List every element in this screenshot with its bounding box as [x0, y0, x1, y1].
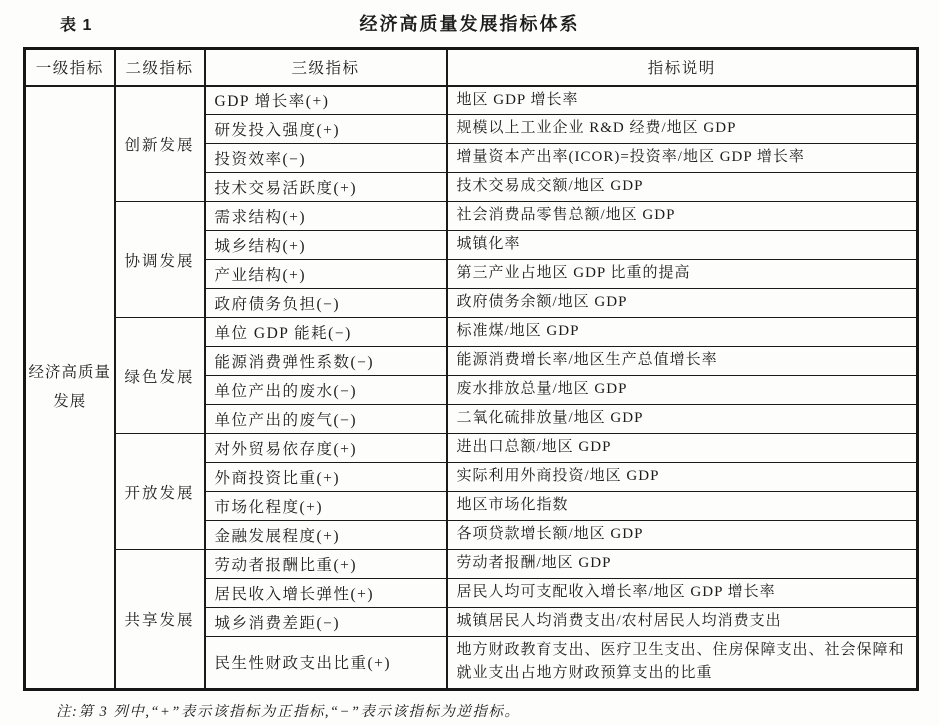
- header-cell-description: 指标说明: [447, 49, 918, 86]
- description-cell: 城镇居民人均消费支出/农村居民人均消费支出: [447, 608, 918, 637]
- table-label: 表 1: [60, 17, 93, 34]
- description-cell: 城镇化率: [447, 231, 918, 260]
- header-cell-level1: 一级指标: [25, 49, 115, 86]
- description-cell: 技术交易成交额/地区 GDP: [447, 173, 918, 202]
- indicator-cell: 单位产出的废气(−): [205, 405, 447, 434]
- description-cell: 增量资本产出率(ICOR)=投资率/地区 GDP 增长率: [447, 144, 918, 173]
- description-cell: 进出口总额/地区 GDP: [447, 434, 918, 463]
- description-cell: 各项贷款增长额/地区 GDP: [447, 521, 918, 550]
- indicator-cell: 技术交易活跃度(+): [205, 173, 447, 202]
- indicator-cell: 单位 GDP 能耗(−): [205, 318, 447, 347]
- level2-cell: 绿色发展: [115, 318, 205, 434]
- description-cell: 劳动者报酬/地区 GDP: [447, 550, 918, 579]
- indicator-cell: GDP 增长率(+): [205, 86, 447, 115]
- table-title: 经济高质量发展指标体系: [359, 14, 580, 34]
- table-row: [25, 550, 918, 579]
- table-row: [25, 202, 918, 231]
- indicator-cell: 研发投入强度(+): [205, 115, 447, 144]
- table-caption-row: [0, 0, 939, 39]
- level2-cell: 协调发展: [115, 202, 205, 318]
- indicator-cell: 市场化程度(+): [205, 492, 447, 521]
- indicator-cell: 对外贸易依存度(+): [205, 434, 447, 463]
- description-cell: 规模以上工业企业 R&D 经费/地区 GDP: [447, 115, 918, 144]
- table-row: [25, 318, 918, 347]
- description-cell: 社会消费品零售总额/地区 GDP: [447, 202, 918, 231]
- description-cell: 废水排放总量/地区 GDP: [447, 376, 918, 405]
- indicator-cell: 金融发展程度(+): [205, 521, 447, 550]
- indicator-cell: 民生性财政支出比重(+): [205, 637, 447, 690]
- level1-cell: 经济高质量 发展: [25, 86, 115, 690]
- description-cell: 地区 GDP 增长率: [447, 86, 918, 115]
- indicator-cell: 政府债务负担(−): [205, 289, 447, 318]
- description-cell: 能源消费增长率/地区生产总值增长率: [447, 347, 918, 376]
- indicator-cell: 外商投资比重(+): [205, 463, 447, 492]
- indicator-cell: 单位产出的废水(−): [205, 376, 447, 405]
- description-cell: 二氧化硫排放量/地区 GDP: [447, 405, 918, 434]
- indicator-cell: 投资效率(−): [205, 144, 447, 173]
- indicator-cell: 劳动者报酬比重(+): [205, 550, 447, 579]
- table-row: [25, 86, 918, 115]
- indicator-cell: 产业结构(+): [205, 260, 447, 289]
- description-cell: 第三产业占地区 GDP 比重的提高: [447, 260, 918, 289]
- header-row: [25, 49, 918, 86]
- description-cell: 实际利用外商投资/地区 GDP: [447, 463, 918, 492]
- description-cell: 地方财政教育支出、医疗卫生支出、住房保障支出、社会保障和就业支出占地方财政预算支出的比重: [447, 637, 918, 690]
- indicator-table: [23, 47, 919, 691]
- level2-cell: 创新发展: [115, 86, 205, 202]
- level2-cell: 开放发展: [115, 434, 205, 550]
- indicator-cell: 城乡结构(+): [205, 231, 447, 260]
- footnote: 注:第 3 列中,“+”表示该指标为正指标,“−”表示该指标为逆指标。: [56, 703, 521, 720]
- header-cell-level3: 三级指标: [205, 49, 447, 86]
- table-header: [25, 49, 918, 86]
- level2-cell: 共享发展: [115, 550, 205, 690]
- table-row: [25, 434, 918, 463]
- description-cell: 居民人均可支配收入增长率/地区 GDP 增长率: [447, 579, 918, 608]
- indicator-cell: 能源消费弹性系数(−): [205, 347, 447, 376]
- indicator-table-body: [25, 86, 918, 690]
- indicator-cell: 需求结构(+): [205, 202, 447, 231]
- header-cell-level2: 二级指标: [115, 49, 205, 86]
- description-cell: 政府债务余额/地区 GDP: [447, 289, 918, 318]
- description-cell: 标准煤/地区 GDP: [447, 318, 918, 347]
- indicator-cell: 居民收入增长弹性(+): [205, 579, 447, 608]
- indicator-cell: 城乡消费差距(−): [205, 608, 447, 637]
- description-cell: 地区市场化指数: [447, 492, 918, 521]
